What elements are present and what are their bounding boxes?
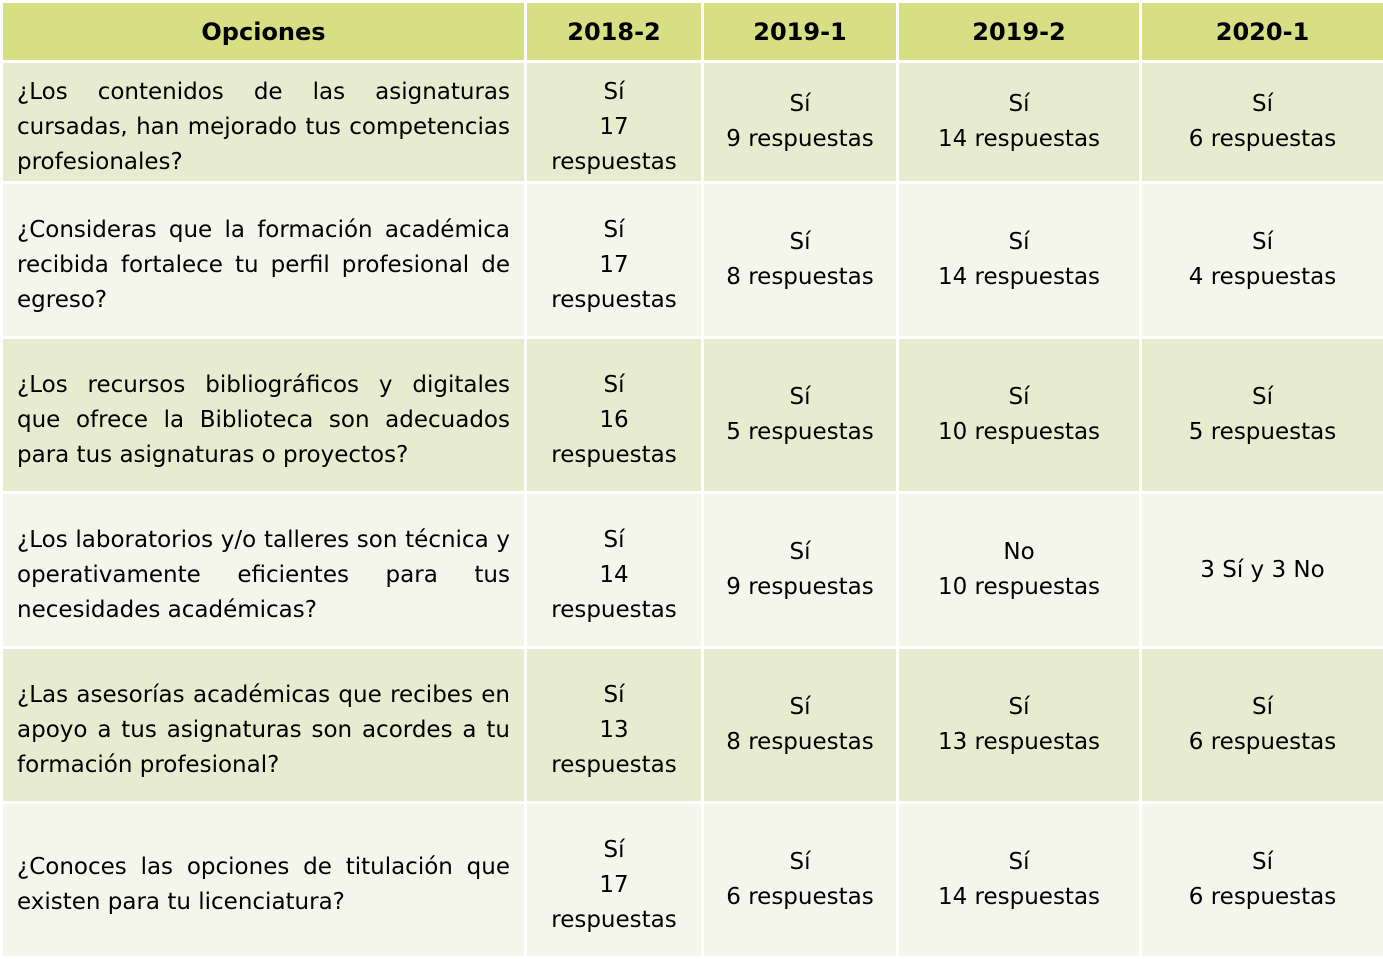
answer-line: respuestas	[533, 145, 695, 180]
answer-line: Sí	[710, 535, 890, 570]
answer-line: 3 Sí y 3 No	[1148, 553, 1377, 588]
answer-line: Sí	[533, 213, 695, 248]
question-cell: ¿Las asesorías académicas que recibes en apoyo a tus asignaturas son acordes a tu formación profesional?	[2, 648, 526, 803]
table-row	[2, 648, 1383, 803]
answer-line: Sí	[905, 690, 1133, 725]
answer-line: 14	[533, 558, 695, 593]
question-cell: ¿Consideras que la formación académica recibida fortalece tu perfil profesional de egreso?	[2, 183, 526, 338]
answer-line: Sí	[710, 690, 890, 725]
answer-line: 14 respuestas	[905, 880, 1133, 915]
question-cell: ¿Los laboratorios y/o talleres son técnica y operativamente eficientes para tus necesidades académicas?	[2, 493, 526, 648]
answer-line: 10 respuestas	[905, 415, 1133, 450]
answer-2018-2	[526, 183, 703, 338]
answer-2020-1	[1141, 803, 1383, 958]
question-cell: ¿Conoces las opciones de titulación que existen para tu licenciatura?	[2, 803, 526, 958]
answer-line: Sí	[1148, 690, 1377, 725]
answer-line: Sí	[905, 225, 1133, 260]
answer-line: Sí	[533, 678, 695, 713]
table-row	[2, 183, 1383, 338]
answer-line: 13	[533, 713, 695, 748]
header-2018-2: 2018-2	[526, 2, 703, 62]
answer-line: 6 respuestas	[1148, 725, 1377, 760]
answer-line: 13 respuestas	[905, 725, 1133, 760]
answer-2020-1	[1141, 183, 1383, 338]
answer-line: Sí	[710, 845, 890, 880]
answer-line: 17	[533, 110, 695, 145]
answer-2019-2	[898, 493, 1141, 648]
table-row	[2, 338, 1383, 493]
answer-line: Sí	[905, 380, 1133, 415]
answer-line: Sí	[905, 845, 1133, 880]
question-cell: ¿Los recursos bibliográficos y digitales que ofrece la Biblioteca son adecuados para tus asignaturas o proyectos?	[2, 338, 526, 493]
answer-line: 6 respuestas	[710, 880, 890, 915]
answer-line: Sí	[710, 87, 890, 122]
answer-line: 9 respuestas	[710, 122, 890, 157]
header-2020-1: 2020-1	[1141, 2, 1383, 62]
answer-2019-1	[703, 493, 898, 648]
answer-2018-2	[526, 803, 703, 958]
answer-line: 17	[533, 868, 695, 903]
answer-line: Sí	[533, 368, 695, 403]
answer-line: Sí	[1148, 225, 1377, 260]
answer-2019-1	[703, 648, 898, 803]
answer-2018-2	[526, 648, 703, 803]
answer-line: Sí	[533, 75, 695, 110]
table-row	[2, 62, 1383, 183]
answer-2019-2	[898, 62, 1141, 183]
answer-line: 17	[533, 248, 695, 283]
answer-line: 8 respuestas	[710, 725, 890, 760]
answer-2020-1	[1141, 62, 1383, 183]
header-2019-1: 2019-1	[703, 2, 898, 62]
answer-2019-2	[898, 183, 1141, 338]
answer-line: Sí	[710, 380, 890, 415]
answer-2020-1	[1141, 648, 1383, 803]
answer-2020-1	[1141, 338, 1383, 493]
answer-line: 9 respuestas	[710, 570, 890, 605]
answer-line: respuestas	[533, 593, 695, 628]
answer-2019-1	[703, 62, 898, 183]
question-cell: ¿Los contenidos de las asignaturas cursadas, han mejorado tus competencias profesionales?	[2, 62, 526, 183]
answer-line: 14 respuestas	[905, 122, 1133, 157]
answer-line: Sí	[533, 523, 695, 558]
answer-2019-2	[898, 803, 1141, 958]
answer-2019-2	[898, 338, 1141, 493]
header-row	[2, 2, 1383, 62]
answer-line: No	[905, 535, 1133, 570]
answer-line: Sí	[1148, 87, 1377, 122]
answer-line: 6 respuestas	[1148, 880, 1377, 915]
answer-line: Sí	[1148, 380, 1377, 415]
answer-2018-2	[526, 62, 703, 183]
answer-line: 5 respuestas	[1148, 415, 1377, 450]
table-row	[2, 493, 1383, 648]
table-row	[2, 803, 1383, 958]
answer-line: Sí	[905, 87, 1133, 122]
answer-line: 5 respuestas	[710, 415, 890, 450]
answer-2020-1	[1141, 493, 1383, 648]
answer-line: 14 respuestas	[905, 260, 1133, 295]
answer-line: Sí	[533, 833, 695, 868]
answer-line: 4 respuestas	[1148, 260, 1377, 295]
answer-2019-2	[898, 648, 1141, 803]
answer-2019-1	[703, 183, 898, 338]
header-2019-2: 2019-2	[898, 2, 1141, 62]
answer-line: Sí	[1148, 845, 1377, 880]
answer-line: 16	[533, 403, 695, 438]
answer-line: respuestas	[533, 903, 695, 938]
answer-2018-2	[526, 338, 703, 493]
answer-line: 10 respuestas	[905, 570, 1133, 605]
answer-line: 8 respuestas	[710, 260, 890, 295]
answer-line: respuestas	[533, 748, 695, 783]
answer-2019-1	[703, 338, 898, 493]
answer-line: Sí	[710, 225, 890, 260]
answer-line: respuestas	[533, 438, 695, 473]
answer-2019-1	[703, 803, 898, 958]
answer-line: 6 respuestas	[1148, 122, 1377, 157]
header-opciones: Opciones	[2, 2, 526, 62]
answer-line: respuestas	[533, 283, 695, 318]
answer-2018-2	[526, 493, 703, 648]
